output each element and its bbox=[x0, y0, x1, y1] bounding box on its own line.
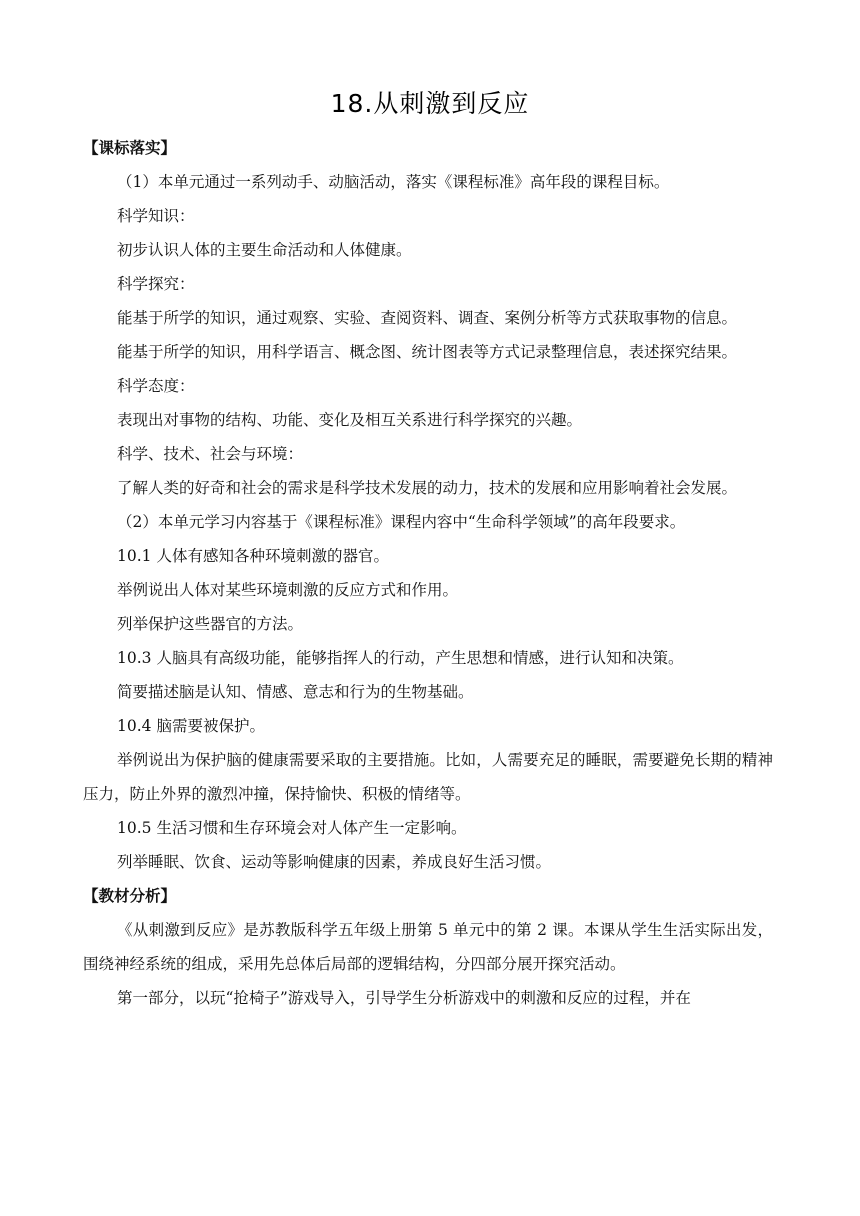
paragraph: 能基于所学的知识，用科学语言、概念图、统计图表等方式记录整理信息，表述探究结果。 bbox=[117, 343, 738, 361]
paragraph: 列举保护这些器官的方法。 bbox=[117, 615, 304, 633]
paragraph: 初步认识人体的主要生命活动和人体健康。 bbox=[117, 241, 412, 259]
section-heading-curriculum: 【课标落实】 bbox=[83, 139, 177, 157]
paragraph: 10.5 生活习惯和生存环境会对人体产生一定影响。 bbox=[117, 819, 467, 837]
paragraph: 10.1 人体有感知各种环境刺激的器官。 bbox=[117, 547, 389, 565]
paragraph: 科学、技术、社会与环境： bbox=[117, 445, 304, 463]
paragraph: 科学探究： bbox=[117, 275, 195, 293]
paragraph: 列举睡眠、饮食、运动等影响健康的因素，养成良好生活习惯。 bbox=[117, 853, 552, 871]
paragraph: （2）本单元学习内容基于《课程标准》课程内容中“生命科学领域”的高年段要求。 bbox=[117, 513, 686, 531]
paragraph: 第一部分，以玩“抢椅子”游戏导入，引导学生分析游戏中的刺激和反应的过程，并在 bbox=[117, 989, 691, 1007]
paragraph: 举例说出人体对某些环境刺激的反应方式和作用。 bbox=[117, 581, 459, 599]
paragraph: （1）本单元通过一系列动手、动脑活动，落实《课程标准》高年段的课程目标。 bbox=[117, 173, 670, 191]
paragraph: 能基于所学的知识，通过观察、实验、查阅资料、调查、案例分析等方式获取事物的信息。 bbox=[117, 309, 738, 327]
paragraph: 举例说出为保护脑的健康需要采取的主要措施。比如，人需要充足的睡眠，需要避免长期的精神压力，防止外界的激烈冲撞，保持愉快、积极的情绪等。 bbox=[83, 751, 773, 803]
document-body bbox=[83, 131, 773, 1015]
page-title: 18.从刺激到反应 bbox=[330, 89, 530, 118]
paragraph: 10.3 人脑具有高级功能，能够指挥人的行动，产生思想和情感，进行认知和决策。 bbox=[117, 649, 684, 667]
paragraph: 简要描述脑是认知、情感、意志和行为的生物基础。 bbox=[117, 683, 474, 701]
paragraph: 了解人类的好奇和社会的需求是科学技术发展的动力，技术的发展和应用影响着社会发展。 bbox=[117, 479, 738, 497]
section-heading-textbook-analysis: 【教材分析】 bbox=[83, 887, 177, 905]
paragraph: 表现出对事物的结构、功能、变化及相互关系进行科学探究的兴趣。 bbox=[117, 411, 583, 429]
paragraph: 科学知识： bbox=[117, 207, 195, 225]
paragraph: 《从刺激到反应》是苏教版科学五年级上册第 5 单元中的第 2 课。本课从学生生活实际出发，围绕神经系统的组成，采用先总体后局部的逻辑结构，分四部分展开探究活动。 bbox=[83, 921, 773, 973]
paragraph: 10.4 脑需要被保护。 bbox=[117, 717, 265, 735]
paragraph: 科学态度： bbox=[117, 377, 195, 395]
